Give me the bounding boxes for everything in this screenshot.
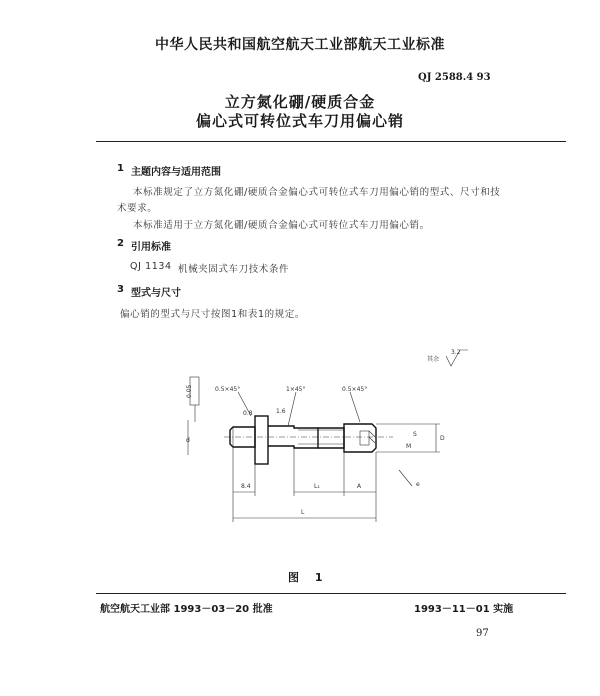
svg-text:1.6: 1.6	[276, 408, 286, 415]
issuing-authority: 中华人民共和国航空航天工业部航天工业标准	[155, 37, 445, 53]
svg-text:D: D	[440, 435, 445, 442]
section-3-paragraph: 偏心销的型式与尺寸按图1和表1的规定。	[120, 309, 305, 320]
hex-socket	[360, 431, 369, 445]
reference-title: 机械夹固式车刀技术条件	[178, 264, 290, 275]
figure-caption: 图 1	[288, 571, 329, 584]
section-1-paragraph-1a: 本标准规定了立方氮化硼/硬质合金偏心式可转位式车刀用偏心销的型式、尺寸和技	[133, 187, 501, 198]
section-1-paragraph-1b: 术要求。	[117, 203, 158, 214]
section-3-title: 型式与尺寸	[131, 288, 181, 299]
roughness-value: 3.2	[451, 349, 461, 356]
footer-divider	[96, 593, 566, 594]
section-2-number: 2	[117, 238, 124, 249]
collar	[255, 416, 268, 464]
section-2-title: 引用标准	[131, 242, 171, 253]
svg-text:A: A	[357, 483, 362, 490]
page-number: 97	[476, 628, 489, 639]
svg-text:e: e	[416, 481, 420, 488]
roughness-note: 其余	[427, 356, 440, 363]
standard-number: QJ 2588.4 93	[418, 72, 491, 83]
svg-text:S: S	[413, 431, 417, 438]
document-title-line1: 立方氮化硼/硬质合金	[224, 93, 376, 111]
svg-text:0.8: 0.8	[243, 410, 253, 417]
document-title-line2: 偏心式可转位式车刀用偏心销	[195, 112, 404, 130]
svg-text:0.5×45°: 0.5×45°	[342, 386, 368, 393]
svg-text:0.05: 0.05	[186, 384, 193, 398]
reference-code: QJ 1134	[130, 261, 172, 272]
section-3-number: 3	[117, 284, 124, 295]
svg-text:L: L	[301, 509, 305, 516]
svg-text:1×45°: 1×45°	[286, 386, 306, 393]
implementation-date: 1993－11－01 实施	[414, 604, 514, 615]
svg-text:8.4: 8.4	[241, 483, 251, 490]
svg-text:M: M	[406, 443, 412, 450]
svg-text:d: d	[186, 437, 190, 444]
approval-date: 航空航天工业部 1993－03－20 批准	[100, 604, 273, 615]
svg-text:0.5×45°: 0.5×45°	[215, 386, 241, 393]
section-1-title: 主题内容与适用范围	[131, 167, 221, 178]
thread-body	[318, 428, 344, 448]
section-1-paragraph-2: 本标准适用于立方氮化硼/硬质合金偏心式可转位式车刀用偏心销。	[133, 220, 430, 231]
section-1-number: 1	[117, 163, 124, 174]
svg-text:L₁: L₁	[314, 483, 320, 490]
